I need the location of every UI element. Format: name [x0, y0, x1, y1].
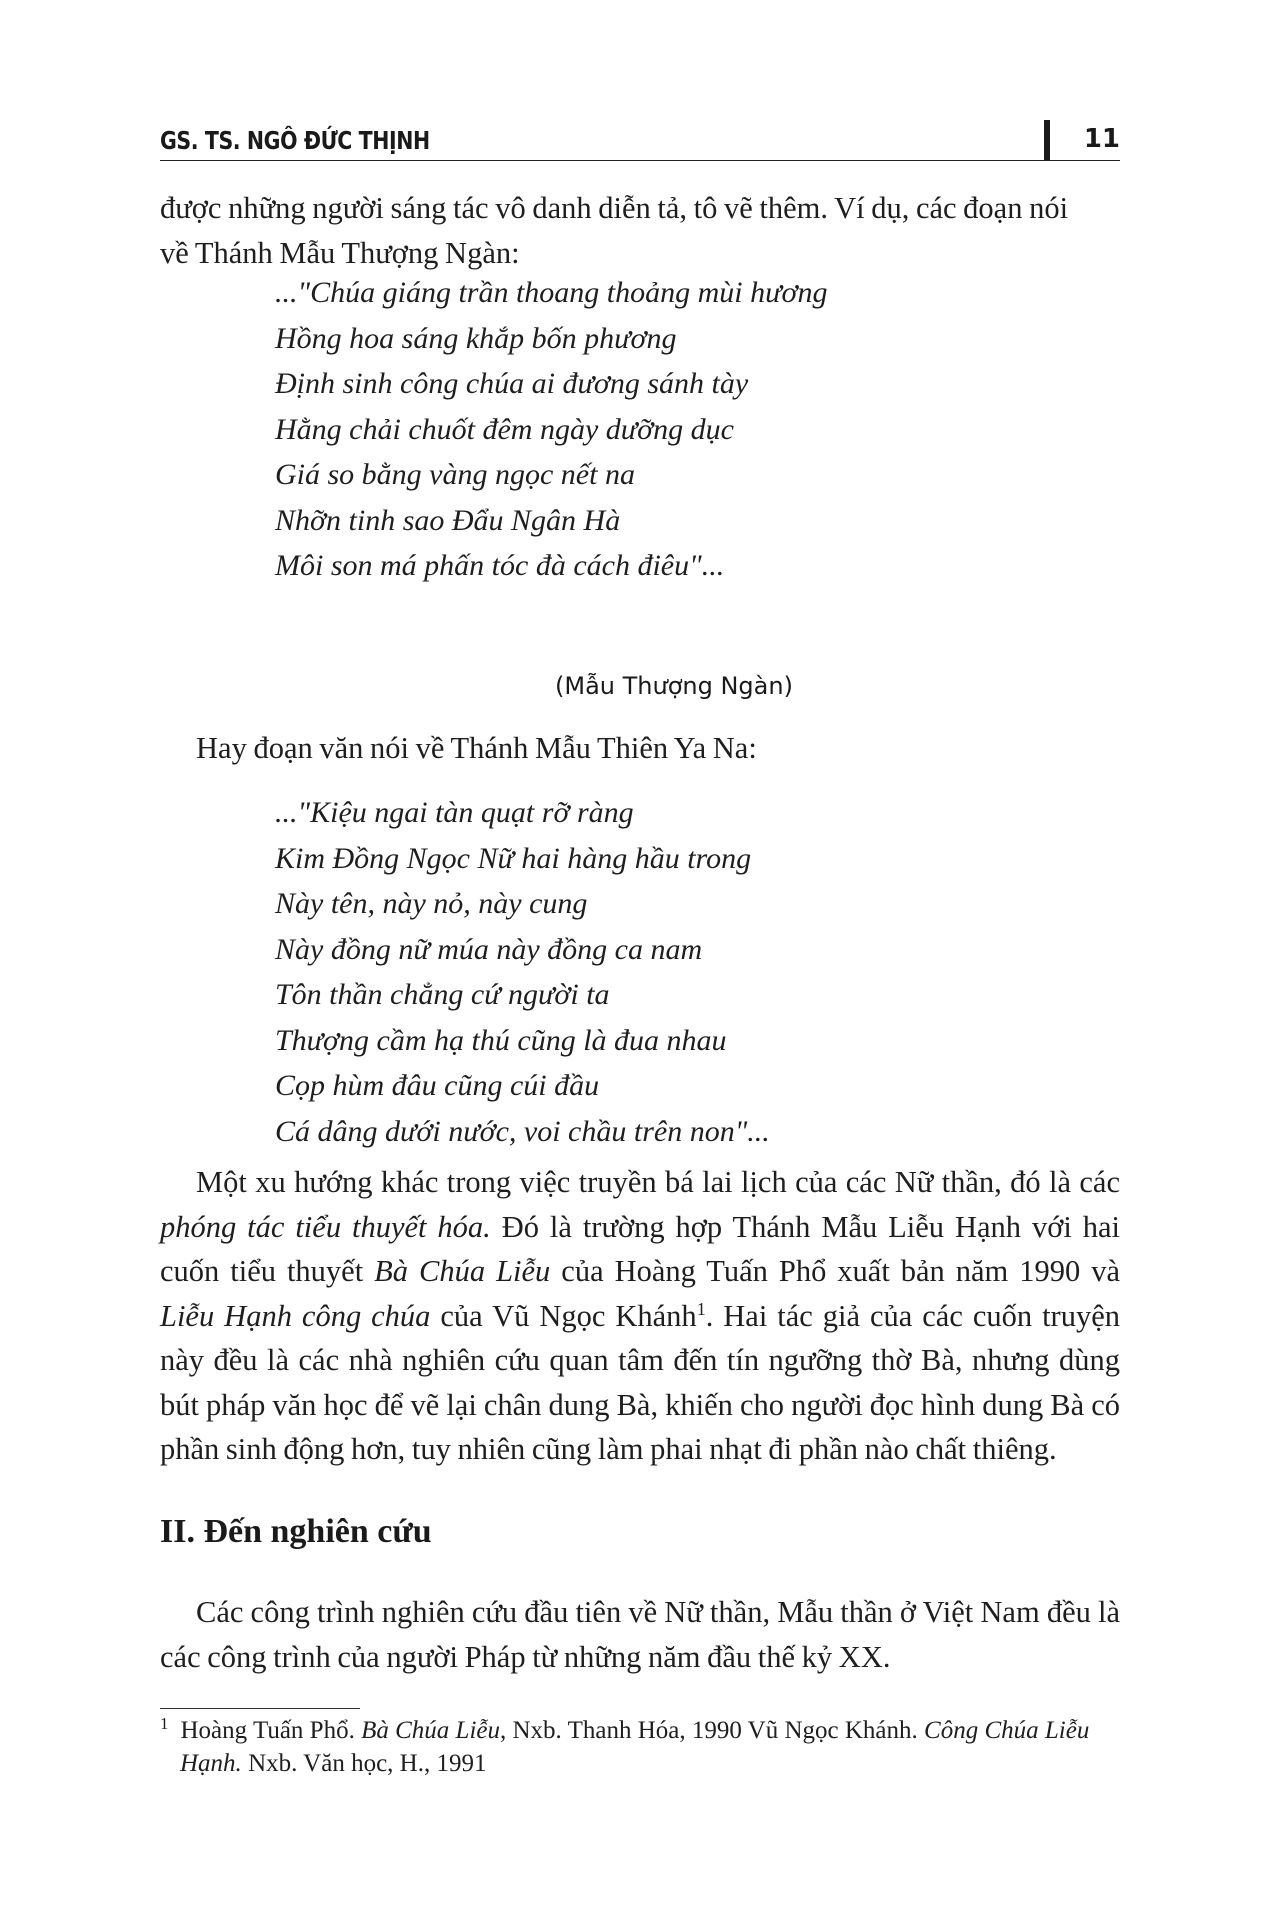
footnote-text: , Nxb. Thanh Hóa, 1990 Vũ Ngọc Khánh. [500, 1717, 925, 1744]
section-paragraph: Các công trình nghiên cứu đầu tiên về Nữ thần, Mẫu thần ở Việt Nam đều là các công trình của người Pháp từ những năm đầu thế kỷ XX. [160, 1595, 1120, 1674]
intro-2: Hay đoạn văn nói về Thánh Mẫu Thiên Ya Na: [196, 731, 757, 765]
verse-line: Này đồng nữ múa này đồng ca nam [275, 932, 703, 966]
para-text: Một xu hướng khác trong việc truyền bá lai lịch của các Nữ thần, đó là các [196, 1165, 1120, 1199]
footnote-rule [160, 1708, 360, 1709]
section-text [160, 1590, 1120, 1679]
footnote-text: Nxb. Văn học, H., 1991 [241, 1750, 487, 1777]
intro-line-2: về Thánh Mẫu Thượng Ngàn: [160, 235, 520, 270]
verse-line: ..."Kiệu ngai tàn quạt rỡ ràng [275, 796, 634, 829]
footnote-mark: 1 [160, 1713, 169, 1733]
running-header [160, 116, 1120, 161]
intro-line-1: được những người sáng tác vô danh diễn tả, tô vẽ thêm. Ví dụ, các đoạn nói [160, 191, 1069, 225]
verse-line: ..."Chúa giáng trần thoang thoảng mùi hương [275, 276, 828, 309]
section-heading: II. Đến nghiên cứu [160, 1513, 432, 1550]
verse-1 [275, 270, 1095, 589]
verse-line: Này tên, này nỏ, này cung [275, 887, 588, 920]
intro-text [160, 186, 1120, 275]
body-paragraph [160, 1160, 1120, 1472]
verse-line: Nhỡn tinh sao Đẩu Ngân Hà [275, 503, 621, 537]
verse-line: Định sinh công chúa ai đương sánh tày [275, 367, 749, 400]
para-text: Đó là trường hợp Thánh Mẫu Liễu Hạnh với hai cuốn tiểu thuyết [160, 1209, 1120, 1288]
verse-line: Giá so bằng vàng ngọc nết na [275, 458, 635, 491]
para-italic: Liễu Hạnh công chúa [160, 1298, 431, 1333]
para-text: của Vũ Ngọc Khánh [430, 1298, 697, 1333]
header-author: GS. TS. NGÔ ĐỨC THỊNH [160, 126, 430, 155]
para-italic: phóng tác tiểu thuyết hóa. [160, 1209, 491, 1244]
para-italic: Bà Chúa Liễu [374, 1254, 551, 1288]
page-number: 11 [1083, 124, 1120, 154]
verse-line: Thượng cầm hạ thú cũng là đua nhau [275, 1023, 727, 1057]
para-text: của Hoàng Tuấn Phổ xuất bản năm 1990 và [550, 1254, 1121, 1288]
para-text: . Hai tác giả của các cuốn truyện này đều là các nhà nghiên cứu quan tâm đến tín ngưỡng thờ Bà, nhưng dùng bút pháp văn học để vẽ lại chân dung Bà, khiến cho người đọc hình dung Bà có phần sinh động hơn, tuy nhiên cũng làm phai nhạt đi phần nào chất thiêng. [160, 1298, 1120, 1466]
footnote-italic: Bà Chúa Liễu [361, 1717, 500, 1744]
footnote-ref[interactable]: 1 [696, 1298, 706, 1319]
footnote-italic: Công Chúa Liễu [924, 1717, 1090, 1744]
footnote [160, 1714, 1122, 1780]
verse-line: Cá dâng dưới nước, voi chầu trên non"... [275, 1114, 770, 1148]
verse-2 [275, 790, 1095, 1154]
header-divider [1044, 120, 1050, 160]
verse-line: Hằng chải chuốt đêm ngày dưỡng dục [275, 412, 734, 446]
footnote-italic: Hạnh. [180, 1750, 242, 1777]
footnote-text: Hoàng Tuấn Phổ. [180, 1717, 362, 1744]
verse-line: Cọp hùm đâu cũng cúi đầu [275, 1069, 600, 1102]
verse-line: Kim Đồng Ngọc Nữ hai hàng hầu trong [275, 841, 752, 875]
verse-source: (Mẫu Thượng Ngàn) [555, 672, 793, 700]
verse-line: Tôn thần chẳng cứ người ta [275, 978, 610, 1011]
verse-line: Hồng hoa sáng khắp bốn phương [275, 321, 677, 355]
verse-line: Môi son má phấn tóc đà cách điêu"... [275, 549, 725, 582]
